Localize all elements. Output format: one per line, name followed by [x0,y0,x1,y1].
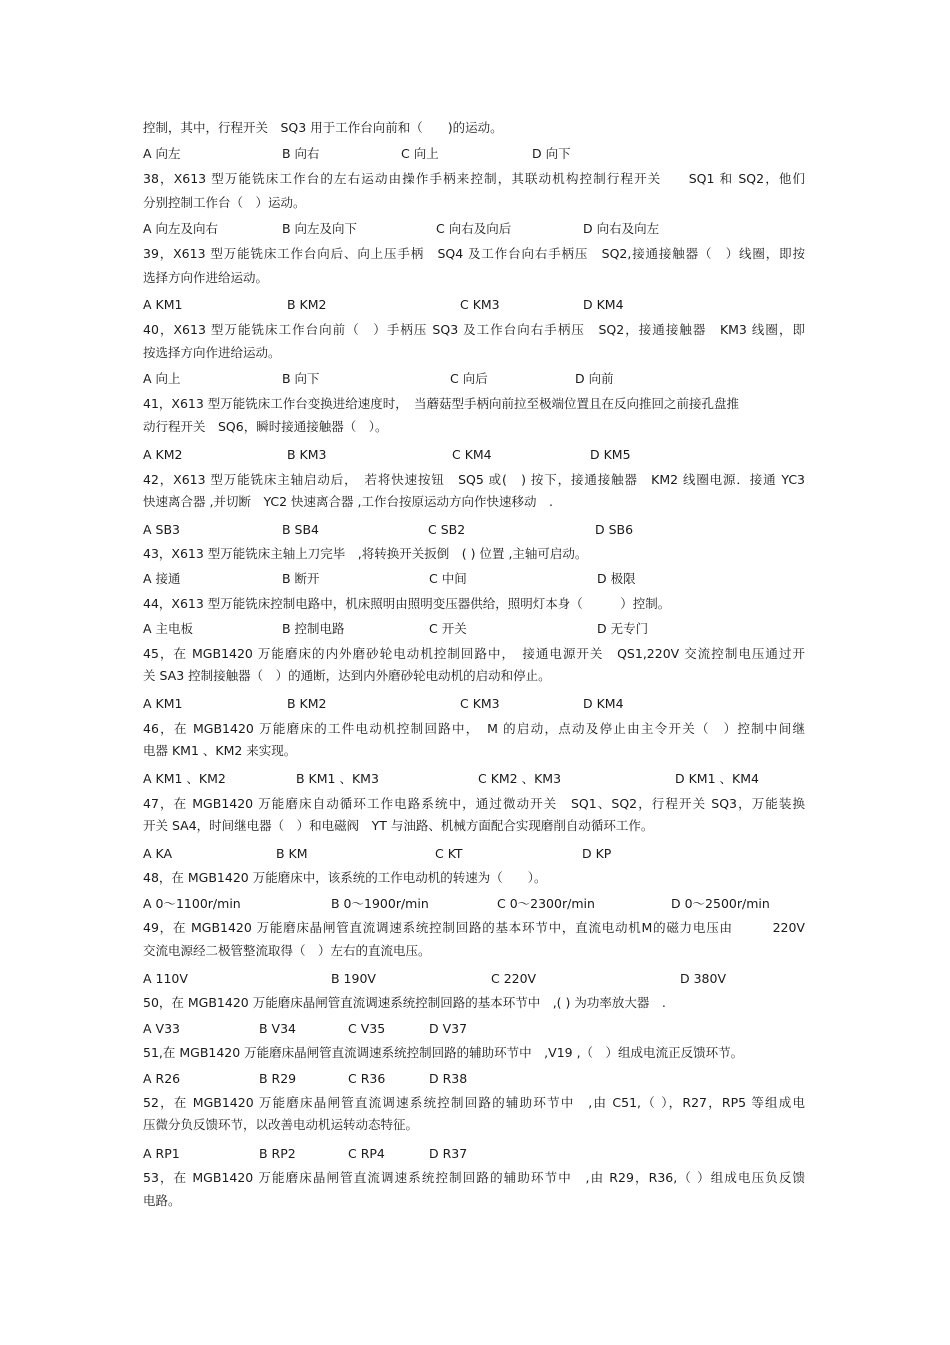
option-c: C 向右及向后 [436,221,512,236]
option-d: D 向前 [575,371,614,386]
question-39-stem: 39，X613 型万能铣床工作台向后、向上压手柄 SQ4 及工作台向右手柄压 SQ2,接通接触器（ ）线圈，即按 [143,246,805,261]
question-46-stem: 46，在 MGB1420 万能磨床的工件电动机控制回路中， M 的启动，点动及停止由主令开关（ ）控制中间继 [143,721,805,736]
option-c: C KM3 [460,297,500,312]
option-a: A SB3 [143,522,180,537]
option-c: C R36 [348,1071,386,1086]
option-b: B 0～1900r/min [331,896,429,911]
option-c: C KM3 [460,696,500,711]
question-40-stem-cont: 按选择方向作进给运动。 [143,345,281,360]
option-a: A 接通 [143,571,181,586]
option-c: C KM2 、KM3 [478,771,562,786]
option-d: D 0～2500r/min [671,896,770,911]
option-d: D 向下 [532,146,571,161]
option-d: D R38 [429,1071,468,1086]
option-d: D R37 [429,1146,468,1161]
question-49-stem-cont: 交流电源经二极管整流取得（ ）左右的直流电压。 [143,943,431,958]
option-a: A R26 [143,1071,181,1086]
question-45-stem-cont: 关 SA3 控制接触器（ ）的通断，达到内外磨砂轮电动机的启动和停止。 [143,668,551,683]
option-c: C KT [435,846,463,861]
option-a: A V33 [143,1021,180,1036]
option-d: D KM4 [583,696,624,711]
question-46-stem-cont: 电器 KM1 、KM2 来实现。 [143,743,297,758]
option-b: B SB4 [282,522,320,537]
option-a: A 向左及向右 [143,221,219,236]
option-d: D KM5 [590,447,631,462]
question-52-stem: 52，在 MGB1420 万能磨床晶闸管直流调速系统控制回路的辅助环节中 ,由 C51,（ ），R27，RP5 等组成电 [143,1095,805,1110]
option-b: B 向下 [282,371,320,386]
option-a: A 110V [143,971,188,986]
question-47-stem: 47，在 MGB1420 万能磨床自动循环工作电路系统中，通过微动开关 SQ1、SQ2，行程开关 SQ3，万能装换 [143,796,805,811]
option-a: A KM1 、KM2 [143,771,226,786]
option-b: B 控制电路 [282,621,345,636]
question-41-stem-cont: 动行程开关 SQ6，瞬时接通接触器（ ）。 [143,419,388,434]
option-c: C 向后 [450,371,488,386]
option-b: B 向左及向下 [282,221,358,236]
option-c: C 向上 [401,146,439,161]
option-d: D 380V [680,971,727,986]
option-d: D SB6 [595,522,634,537]
option-b: B KM [276,846,308,861]
option-c: C V35 [348,1021,386,1036]
question-45-stem: 45，在 MGB1420 万能磨床的内外磨砂轮电动机控制回路中， 接通电源开关 QS1,220V 交流控制电压通过开 [143,646,805,661]
question-44-stem: 44，X613 型万能铣床控制电路中，机床照明由照明变压器供给，照明灯本身（ ）控制。 [143,596,671,611]
question-42-stem: 42，X613 型万能铣床主轴启动后， 若将快速按钮 SQ5 或( ) 按下，接通接触器 KM2 线圈电源．接通 YC3 [143,472,805,487]
option-d: D V37 [429,1021,468,1036]
question-51-stem: 51,在 MGB1420 万能磨床晶闸管直流调速系统控制回路的辅助环节中 ,V19 ,（ ）组成电流正反馈环节。 [143,1045,744,1060]
option-a: A KM2 [143,447,183,462]
option-a: A 向上 [143,371,181,386]
option-c: C RP4 [348,1146,385,1161]
question-47-stem-cont: 开关 SA4，时间继电器（ ）和电磁阀 YT 与油路、机械方面配合实现磨削自动循环工作。 [143,818,654,833]
option-a: A 0～1100r/min [143,896,241,911]
question-40-stem: 40，X613 型万能铣床工作台向前（ ）手柄压 SQ3 及工作台向右手柄压 SQ2，接通接触器 KM3 线圈，即 [143,322,805,337]
question-38-stem: 38，X613 型万能铣床工作台的左右运动由操作手柄来控制，其联动机构控制行程开关 SQ1 和 SQ2，他们 [143,171,805,186]
question-43-stem: 43，X613 型万能铣床主轴上刀完毕 ,将转换开关扳倒 ( ) 位置 ,主轴可启动。 [143,546,588,561]
option-c: C SB2 [428,522,466,537]
option-a: A RP1 [143,1146,180,1161]
option-a: A 向左 [143,146,181,161]
option-d: D KM4 [583,297,624,312]
option-a: A KM1 [143,297,183,312]
option-a: A 主电板 [143,621,194,636]
question-38-stem-cont: 分别控制工作台（ ）运动。 [143,195,306,210]
option-a: A KM1 [143,696,183,711]
option-b: B 向右 [282,146,320,161]
option-b: B R29 [259,1071,297,1086]
option-d: D 向右及向左 [583,221,660,236]
question-48-stem: 48，在 MGB1420 万能磨床中，该系统的工作电动机的转速为（ ）。 [143,870,547,885]
option-b: B 190V [331,971,376,986]
question-39-stem-cont: 选择方向作进给运动。 [143,270,269,285]
question-37-stem: 控制，其中，行程开关 SQ3 用于工作台向前和（ )的运动。 [143,120,503,135]
question-53-stem: 53，在 MGB1420 万能磨床晶闸管直流调速系统控制回路的辅助环节中 ,由 R29，R36,（ ）组成电压负反馈 [143,1170,805,1185]
question-49-stem: 49，在 MGB1420 万能磨床晶闸管直流调速系统控制回路的基本环节中，直流电动机M的磁力电压由 220V [143,920,805,935]
option-b: B 断开 [282,571,320,586]
option-d: D KM1 、KM4 [675,771,759,786]
option-b: B KM2 [287,696,327,711]
question-42-stem-cont: 快速离合器 ,并切断 YC2 快速离合器 ,工作台按原运动方向作快速移动 . [143,494,553,509]
question-41-stem: 41，X613 型万能铣床工作台变换进给速度时， 当蘑菇型手柄向前拉至极端位置且在反向推回之前接孔盘推 [143,396,740,411]
option-d: D 极限 [597,571,636,586]
option-c: C 开关 [429,621,467,636]
question-50-stem: 50，在 MGB1420 万能磨床晶闸管直流调速系统控制回路的基本环节中 ,( ) 为功率放大器 . [143,995,666,1010]
option-c: C 中间 [429,571,467,586]
option-b: B RP2 [259,1146,296,1161]
option-b: B KM1 、KM3 [296,771,379,786]
option-b: B KM3 [287,447,327,462]
option-b: B V34 [259,1021,297,1036]
option-c: C 0～2300r/min [497,896,595,911]
option-c: C 220V [491,971,537,986]
option-a: A KA [143,846,173,861]
question-53-stem-cont: 电路。 [143,1193,181,1208]
question-52-stem-cont: 压微分负反馈环节，以改善电动机运转动态特征。 [143,1117,419,1132]
option-c: C KM4 [452,447,492,462]
option-d: D 无专门 [597,621,649,636]
option-d: D KP [582,846,612,861]
option-b: B KM2 [287,297,327,312]
